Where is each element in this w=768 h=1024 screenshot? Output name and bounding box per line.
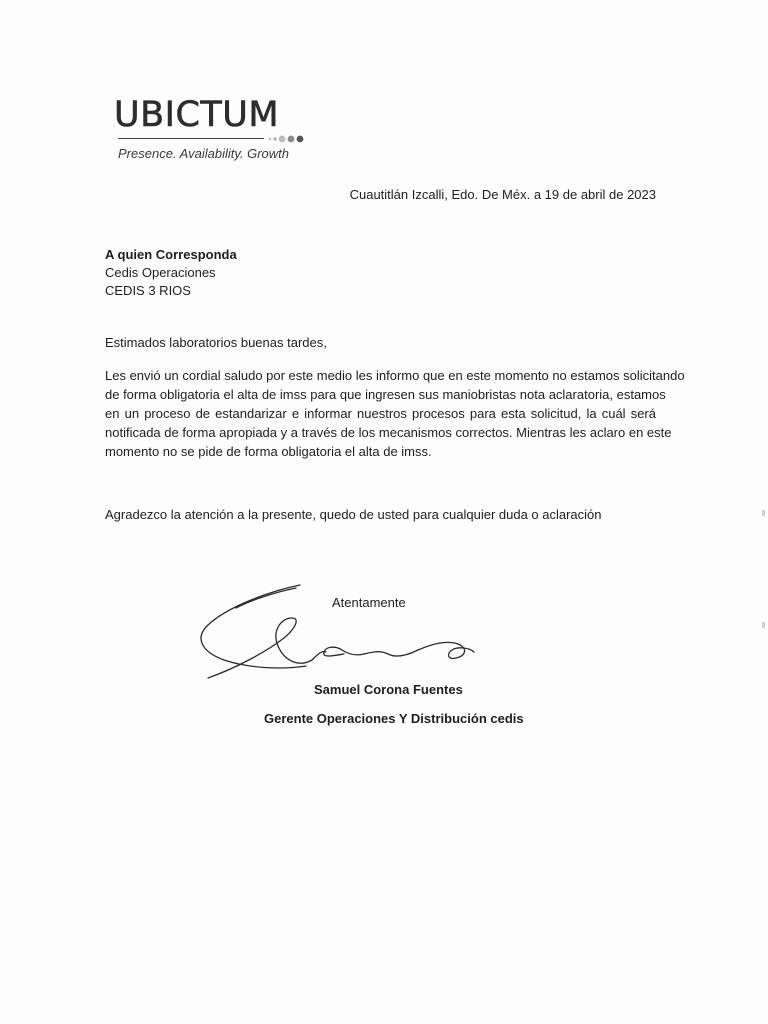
closing-paragraph: Agradezco la atención a la presente, quedo de usted para cualquier duda o aclaración — [105, 507, 602, 522]
recipient-salutation: A quien Corresponda — [105, 247, 237, 262]
scan-edge-mark — [762, 622, 765, 628]
date-line: Cuautitlán Izcalli, Edo. De Méx. a 19 de abril de 2023 — [349, 187, 656, 202]
body-line: de forma obligatoria el alta de imss para que ingresen sus maniobristas nota aclaratoria, estamos — [105, 387, 666, 402]
signer-title: Gerente Operaciones Y Distribución cedis — [264, 711, 524, 726]
logo-rule — [118, 138, 264, 139]
body-line: Les envió un cordial saludo por este medio les informo que en este momento no estamos solicitando — [105, 368, 685, 383]
sign-off: Atentamente — [332, 595, 406, 610]
greeting: Estimados laboratorios buenas tardes, — [105, 335, 327, 350]
body-line: momento no se pide de forma obligatoria el alta de imss. — [105, 444, 432, 459]
recipient-location: CEDIS 3 RIOS — [105, 283, 191, 298]
logo-tagline: Presence. Availability. Growth — [118, 146, 289, 161]
scan-edge-mark — [762, 510, 765, 516]
company-logo — [114, 95, 314, 168]
body-paragraph — [105, 366, 685, 461]
recipient-block — [105, 246, 237, 300]
recipient-department: Cedis Operaciones — [105, 265, 216, 280]
signer-name: Samuel Corona Fuentes — [314, 682, 463, 697]
body-line: en un proceso de estandarizar e informar nuestros procesos para esta solicitud, la cuál será — [105, 406, 656, 421]
body-line: notificada de forma apropiada y a través de los mecanismos correctos. Mientras les aclaro en este — [105, 425, 672, 440]
logo-wordmark: UBICTUM — [114, 95, 280, 135]
logo-dots-icon — [267, 133, 307, 145]
